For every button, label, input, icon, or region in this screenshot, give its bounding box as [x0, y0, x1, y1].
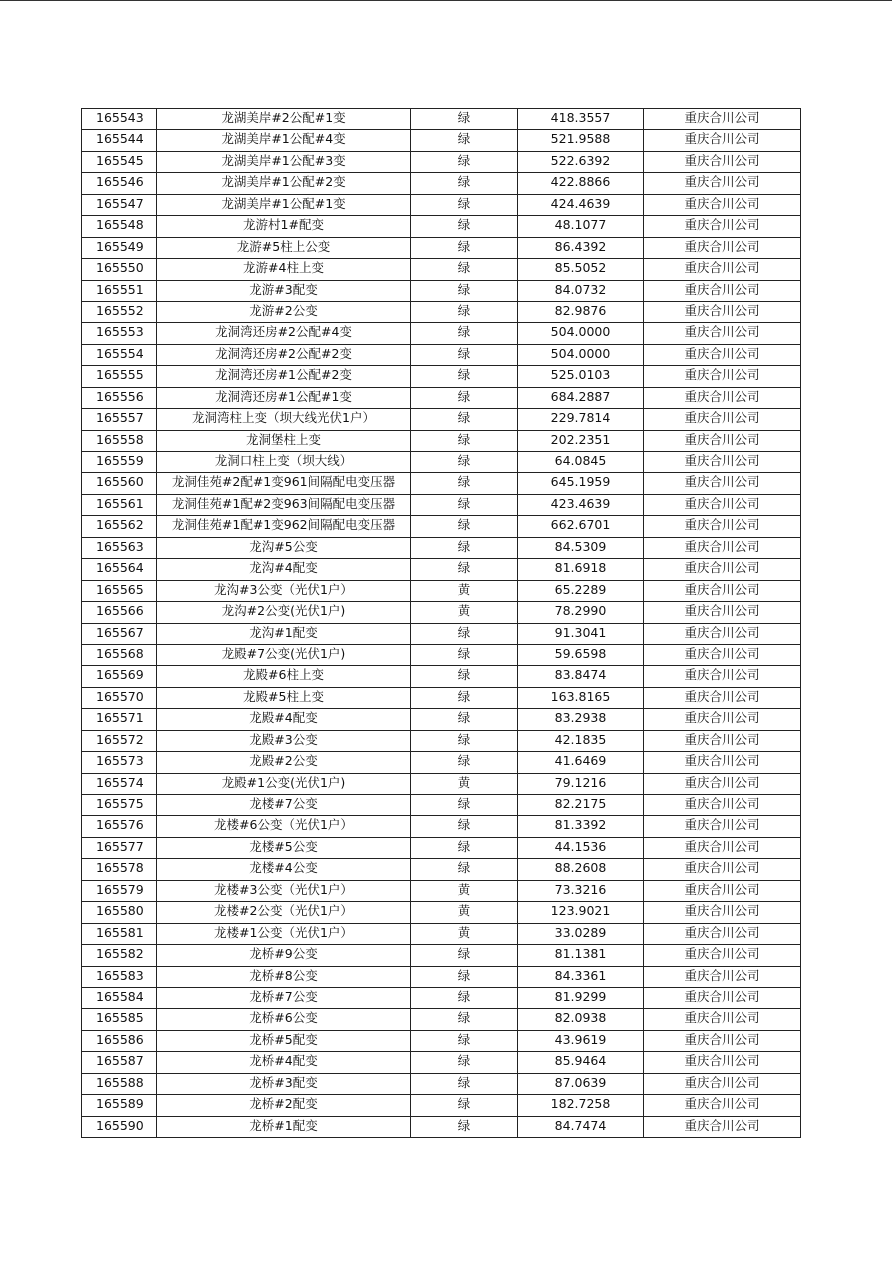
company-cell: 重庆合川公司 [644, 216, 801, 237]
table-row [82, 494, 801, 515]
company-cell: 重庆合川公司 [644, 130, 801, 151]
status-color-cell: 绿 [411, 387, 518, 408]
status-color-cell: 绿 [411, 259, 518, 280]
transformer-name-cell: 龙湖美岸#1公配#4变 [157, 130, 411, 151]
company-cell: 重庆合川公司 [644, 1030, 801, 1051]
value-cell: 422.8866 [518, 173, 644, 194]
transformer-name-cell: 龙桥#4配变 [157, 1052, 411, 1073]
value-cell: 82.9876 [518, 301, 644, 322]
row-id-cell: 165557 [82, 409, 157, 430]
row-id-cell: 165576 [82, 816, 157, 837]
table-row [82, 752, 801, 773]
status-color-cell: 绿 [411, 816, 518, 837]
value-cell: 525.0103 [518, 366, 644, 387]
transformer-name-cell: 龙桥#6公变 [157, 1009, 411, 1030]
row-id-cell: 165564 [82, 559, 157, 580]
transformer-table [81, 108, 801, 1138]
transformer-name-cell: 龙洞口柱上变（坝大线） [157, 452, 411, 473]
transformer-name-cell: 龙湖美岸#1公配#2变 [157, 173, 411, 194]
transformer-name-cell: 龙洞湾还房#2公配#4变 [157, 323, 411, 344]
value-cell: 424.4639 [518, 194, 644, 215]
table-row [82, 623, 801, 644]
row-id-cell: 165579 [82, 880, 157, 901]
row-id-cell: 165550 [82, 259, 157, 280]
row-id-cell: 165571 [82, 709, 157, 730]
company-cell: 重庆合川公司 [644, 687, 801, 708]
value-cell: 81.1381 [518, 945, 644, 966]
company-cell: 重庆合川公司 [644, 1052, 801, 1073]
row-id-cell: 165574 [82, 773, 157, 794]
table-row [82, 666, 801, 687]
page-top-border [0, 0, 892, 1]
status-color-cell: 黄 [411, 773, 518, 794]
status-color-cell: 绿 [411, 752, 518, 773]
transformer-name-cell: 龙桥#2配变 [157, 1095, 411, 1116]
row-id-cell: 165561 [82, 494, 157, 515]
status-color-cell: 绿 [411, 344, 518, 365]
value-cell: 83.8474 [518, 666, 644, 687]
table-row [82, 1073, 801, 1094]
transformer-name-cell: 龙沟#3公变（光伏1户） [157, 580, 411, 601]
company-cell: 重庆合川公司 [644, 194, 801, 215]
value-cell: 202.2351 [518, 430, 644, 451]
value-cell: 33.0289 [518, 923, 644, 944]
status-color-cell: 绿 [411, 945, 518, 966]
status-color-cell: 绿 [411, 730, 518, 751]
table-row [82, 923, 801, 944]
status-color-cell: 绿 [411, 623, 518, 644]
status-color-cell: 绿 [411, 859, 518, 880]
company-cell: 重庆合川公司 [644, 1073, 801, 1094]
status-color-cell: 绿 [411, 709, 518, 730]
table-row [82, 473, 801, 494]
transformer-name-cell: 龙桥#8公变 [157, 966, 411, 987]
row-id-cell: 165588 [82, 1073, 157, 1094]
table-row [82, 709, 801, 730]
value-cell: 182.7258 [518, 1095, 644, 1116]
value-cell: 81.9299 [518, 987, 644, 1008]
row-id-cell: 165546 [82, 173, 157, 194]
table-row [82, 1009, 801, 1030]
value-cell: 87.0639 [518, 1073, 644, 1094]
table-row [82, 966, 801, 987]
transformer-name-cell: 龙楼#2公变（光伏1户） [157, 902, 411, 923]
company-cell: 重庆合川公司 [644, 902, 801, 923]
value-cell: 85.9464 [518, 1052, 644, 1073]
row-id-cell: 165585 [82, 1009, 157, 1030]
value-cell: 88.2608 [518, 859, 644, 880]
company-cell: 重庆合川公司 [644, 344, 801, 365]
table-row [82, 1030, 801, 1051]
company-cell: 重庆合川公司 [644, 559, 801, 580]
row-id-cell: 165565 [82, 580, 157, 601]
value-cell: 163.8165 [518, 687, 644, 708]
company-cell: 重庆合川公司 [644, 966, 801, 987]
transformer-name-cell: 龙殿#2公变 [157, 752, 411, 773]
value-cell: 82.0938 [518, 1009, 644, 1030]
transformer-name-cell: 龙桥#9公变 [157, 945, 411, 966]
transformer-name-cell: 龙游#2公变 [157, 301, 411, 322]
table-row [82, 580, 801, 601]
table-row [82, 109, 801, 130]
value-cell: 522.6392 [518, 151, 644, 172]
table-row [82, 452, 801, 473]
status-color-cell: 绿 [411, 537, 518, 558]
transformer-name-cell: 龙洞佳苑#2配#1变961间隔配电变压器 [157, 473, 411, 494]
row-id-cell: 165554 [82, 344, 157, 365]
transformer-name-cell: 龙洞湾还房#2公配#2变 [157, 344, 411, 365]
value-cell: 123.9021 [518, 902, 644, 923]
transformer-name-cell: 龙桥#3配变 [157, 1073, 411, 1094]
status-color-cell: 绿 [411, 837, 518, 858]
value-cell: 64.0845 [518, 452, 644, 473]
company-cell: 重庆合川公司 [644, 1095, 801, 1116]
company-cell: 重庆合川公司 [644, 880, 801, 901]
row-id-cell: 165555 [82, 366, 157, 387]
table-row [82, 323, 801, 344]
value-cell: 83.2938 [518, 709, 644, 730]
row-id-cell: 165552 [82, 301, 157, 322]
status-color-cell: 黄 [411, 880, 518, 901]
status-color-cell: 绿 [411, 516, 518, 537]
status-color-cell: 绿 [411, 280, 518, 301]
status-color-cell: 绿 [411, 301, 518, 322]
value-cell: 78.2990 [518, 602, 644, 623]
status-color-cell: 绿 [411, 130, 518, 151]
status-color-cell: 绿 [411, 795, 518, 816]
row-id-cell: 165586 [82, 1030, 157, 1051]
transformer-name-cell: 龙沟#4配变 [157, 559, 411, 580]
company-cell: 重庆合川公司 [644, 173, 801, 194]
row-id-cell: 165543 [82, 109, 157, 130]
company-cell: 重庆合川公司 [644, 1009, 801, 1030]
company-cell: 重庆合川公司 [644, 473, 801, 494]
company-cell: 重庆合川公司 [644, 580, 801, 601]
transformer-name-cell: 龙湖美岸#1公配#3变 [157, 151, 411, 172]
table-row [82, 194, 801, 215]
company-cell: 重庆合川公司 [644, 452, 801, 473]
row-id-cell: 165549 [82, 237, 157, 258]
value-cell: 85.5052 [518, 259, 644, 280]
value-cell: 504.0000 [518, 323, 644, 344]
value-cell: 44.1536 [518, 837, 644, 858]
row-id-cell: 165551 [82, 280, 157, 301]
value-cell: 91.3041 [518, 623, 644, 644]
company-cell: 重庆合川公司 [644, 602, 801, 623]
value-cell: 86.4392 [518, 237, 644, 258]
company-cell: 重庆合川公司 [644, 752, 801, 773]
row-id-cell: 165562 [82, 516, 157, 537]
company-cell: 重庆合川公司 [644, 773, 801, 794]
value-cell: 48.1077 [518, 216, 644, 237]
table-row [82, 1116, 801, 1137]
value-cell: 41.6469 [518, 752, 644, 773]
status-color-cell: 绿 [411, 452, 518, 473]
status-color-cell: 绿 [411, 559, 518, 580]
value-cell: 418.3557 [518, 109, 644, 130]
status-color-cell: 黄 [411, 923, 518, 944]
table-row [82, 816, 801, 837]
value-cell: 42.1835 [518, 730, 644, 751]
row-id-cell: 165553 [82, 323, 157, 344]
table-row [82, 259, 801, 280]
table-row [82, 280, 801, 301]
value-cell: 504.0000 [518, 344, 644, 365]
row-id-cell: 165567 [82, 623, 157, 644]
row-id-cell: 165589 [82, 1095, 157, 1116]
table-row [82, 773, 801, 794]
status-color-cell: 绿 [411, 473, 518, 494]
table-row [82, 1095, 801, 1116]
transformer-name-cell: 龙洞湾还房#1公配#2变 [157, 366, 411, 387]
status-color-cell: 绿 [411, 966, 518, 987]
transformer-name-cell: 龙沟#5公变 [157, 537, 411, 558]
transformer-name-cell: 龙游#4柱上变 [157, 259, 411, 280]
row-id-cell: 165570 [82, 687, 157, 708]
table-row [82, 730, 801, 751]
row-id-cell: 165547 [82, 194, 157, 215]
transformer-name-cell: 龙洞湾还房#1公配#1变 [157, 387, 411, 408]
row-id-cell: 165566 [82, 602, 157, 623]
company-cell: 重庆合川公司 [644, 430, 801, 451]
value-cell: 65.2289 [518, 580, 644, 601]
company-cell: 重庆合川公司 [644, 537, 801, 558]
row-id-cell: 165584 [82, 987, 157, 1008]
table-row [82, 366, 801, 387]
table-row [82, 301, 801, 322]
transformer-name-cell: 龙湖美岸#1公配#1变 [157, 194, 411, 215]
row-id-cell: 165572 [82, 730, 157, 751]
status-color-cell: 绿 [411, 194, 518, 215]
table-row [82, 216, 801, 237]
value-cell: 84.7474 [518, 1116, 644, 1137]
company-cell: 重庆合川公司 [644, 323, 801, 344]
table-row [82, 795, 801, 816]
company-cell: 重庆合川公司 [644, 837, 801, 858]
value-cell: 81.3392 [518, 816, 644, 837]
row-id-cell: 165583 [82, 966, 157, 987]
status-color-cell: 绿 [411, 1073, 518, 1094]
transformer-name-cell: 龙殿#4配变 [157, 709, 411, 730]
status-color-cell: 绿 [411, 109, 518, 130]
value-cell: 84.3361 [518, 966, 644, 987]
status-color-cell: 绿 [411, 1009, 518, 1030]
status-color-cell: 绿 [411, 216, 518, 237]
table-row [82, 602, 801, 623]
transformer-name-cell: 龙殿#5柱上变 [157, 687, 411, 708]
transformer-name-cell: 龙游#5柱上公变 [157, 237, 411, 258]
status-color-cell: 绿 [411, 409, 518, 430]
table-row [82, 516, 801, 537]
value-cell: 521.9588 [518, 130, 644, 151]
table-row [82, 644, 801, 665]
transformer-name-cell: 龙桥#1配变 [157, 1116, 411, 1137]
table-row [82, 945, 801, 966]
table-row [82, 537, 801, 558]
company-cell: 重庆合川公司 [644, 109, 801, 130]
value-cell: 229.7814 [518, 409, 644, 430]
transformer-name-cell: 龙楼#4公变 [157, 859, 411, 880]
company-cell: 重庆合川公司 [644, 259, 801, 280]
status-color-cell: 绿 [411, 237, 518, 258]
transformer-name-cell: 龙殿#7公变(光伏1户) [157, 644, 411, 665]
row-id-cell: 165560 [82, 473, 157, 494]
row-id-cell: 165581 [82, 923, 157, 944]
table-row [82, 237, 801, 258]
value-cell: 59.6598 [518, 644, 644, 665]
company-cell: 重庆合川公司 [644, 280, 801, 301]
status-color-cell: 绿 [411, 323, 518, 344]
row-id-cell: 165556 [82, 387, 157, 408]
status-color-cell: 绿 [411, 644, 518, 665]
row-id-cell: 165580 [82, 902, 157, 923]
company-cell: 重庆合川公司 [644, 366, 801, 387]
table-row [82, 409, 801, 430]
table-row [82, 687, 801, 708]
table-row [82, 902, 801, 923]
company-cell: 重庆合川公司 [644, 516, 801, 537]
status-color-cell: 绿 [411, 173, 518, 194]
status-color-cell: 绿 [411, 1052, 518, 1073]
value-cell: 82.2175 [518, 795, 644, 816]
status-color-cell: 绿 [411, 151, 518, 172]
transformer-name-cell: 龙洞堡柱上变 [157, 430, 411, 451]
company-cell: 重庆合川公司 [644, 644, 801, 665]
status-color-cell: 绿 [411, 430, 518, 451]
company-cell: 重庆合川公司 [644, 409, 801, 430]
status-color-cell: 绿 [411, 366, 518, 387]
status-color-cell: 绿 [411, 1030, 518, 1051]
table-row [82, 987, 801, 1008]
transformer-name-cell: 龙殿#3公变 [157, 730, 411, 751]
row-id-cell: 165545 [82, 151, 157, 172]
company-cell: 重庆合川公司 [644, 151, 801, 172]
transformer-name-cell: 龙楼#6公变（光伏1户） [157, 816, 411, 837]
transformer-name-cell: 龙沟#1配变 [157, 623, 411, 644]
table-row [82, 559, 801, 580]
row-id-cell: 165548 [82, 216, 157, 237]
table-row [82, 837, 801, 858]
company-cell: 重庆合川公司 [644, 666, 801, 687]
transformer-name-cell: 龙楼#7公变 [157, 795, 411, 816]
transformer-name-cell: 龙殿#6柱上变 [157, 666, 411, 687]
transformer-name-cell: 龙沟#2公变(光伏1户) [157, 602, 411, 623]
transformer-name-cell: 龙楼#5公变 [157, 837, 411, 858]
status-color-cell: 绿 [411, 1095, 518, 1116]
row-id-cell: 165559 [82, 452, 157, 473]
value-cell: 645.1959 [518, 473, 644, 494]
status-color-cell: 黄 [411, 580, 518, 601]
table-body [82, 109, 801, 1138]
transformer-name-cell: 龙桥#7公变 [157, 987, 411, 1008]
company-cell: 重庆合川公司 [644, 945, 801, 966]
table-row [82, 387, 801, 408]
row-id-cell: 165558 [82, 430, 157, 451]
company-cell: 重庆合川公司 [644, 387, 801, 408]
value-cell: 84.5309 [518, 537, 644, 558]
company-cell: 重庆合川公司 [644, 923, 801, 944]
transformer-name-cell: 龙洞佳苑#1配#1变962间隔配电变压器 [157, 516, 411, 537]
value-cell: 79.1216 [518, 773, 644, 794]
company-cell: 重庆合川公司 [644, 623, 801, 644]
status-color-cell: 绿 [411, 1116, 518, 1137]
table-row [82, 130, 801, 151]
value-cell: 684.2887 [518, 387, 644, 408]
value-cell: 423.4639 [518, 494, 644, 515]
transformer-name-cell: 龙游#3配变 [157, 280, 411, 301]
transformer-name-cell: 龙洞佳苑#1配#2变963间隔配电变压器 [157, 494, 411, 515]
status-color-cell: 黄 [411, 902, 518, 923]
transformer-name-cell: 龙桥#5配变 [157, 1030, 411, 1051]
table-row [82, 151, 801, 172]
company-cell: 重庆合川公司 [644, 1116, 801, 1137]
value-cell: 73.3216 [518, 880, 644, 901]
company-cell: 重庆合川公司 [644, 730, 801, 751]
transformer-name-cell: 龙楼#1公变（光伏1户） [157, 923, 411, 944]
table-row [82, 859, 801, 880]
status-color-cell: 绿 [411, 687, 518, 708]
table-row [82, 1052, 801, 1073]
row-id-cell: 165590 [82, 1116, 157, 1137]
row-id-cell: 165582 [82, 945, 157, 966]
table-row [82, 880, 801, 901]
row-id-cell: 165575 [82, 795, 157, 816]
transformer-name-cell: 龙游村1#配变 [157, 216, 411, 237]
value-cell: 84.0732 [518, 280, 644, 301]
company-cell: 重庆合川公司 [644, 237, 801, 258]
status-color-cell: 黄 [411, 602, 518, 623]
row-id-cell: 165568 [82, 644, 157, 665]
row-id-cell: 165569 [82, 666, 157, 687]
row-id-cell: 165587 [82, 1052, 157, 1073]
company-cell: 重庆合川公司 [644, 709, 801, 730]
transformer-name-cell: 龙殿#1公变(光伏1户) [157, 773, 411, 794]
row-id-cell: 165573 [82, 752, 157, 773]
company-cell: 重庆合川公司 [644, 795, 801, 816]
table-row [82, 430, 801, 451]
transformer-name-cell: 龙湖美岸#2公配#1变 [157, 109, 411, 130]
row-id-cell: 165577 [82, 837, 157, 858]
row-id-cell: 165563 [82, 537, 157, 558]
company-cell: 重庆合川公司 [644, 816, 801, 837]
transformer-name-cell: 龙洞湾柱上变（坝大线光伏1户） [157, 409, 411, 430]
company-cell: 重庆合川公司 [644, 301, 801, 322]
row-id-cell: 165544 [82, 130, 157, 151]
row-id-cell: 165578 [82, 859, 157, 880]
table-row [82, 173, 801, 194]
table-row [82, 344, 801, 365]
transformer-name-cell: 龙楼#3公变（光伏1户） [157, 880, 411, 901]
company-cell: 重庆合川公司 [644, 987, 801, 1008]
status-color-cell: 绿 [411, 987, 518, 1008]
company-cell: 重庆合川公司 [644, 494, 801, 515]
status-color-cell: 绿 [411, 494, 518, 515]
value-cell: 43.9619 [518, 1030, 644, 1051]
value-cell: 662.6701 [518, 516, 644, 537]
value-cell: 81.6918 [518, 559, 644, 580]
company-cell: 重庆合川公司 [644, 859, 801, 880]
status-color-cell: 绿 [411, 666, 518, 687]
